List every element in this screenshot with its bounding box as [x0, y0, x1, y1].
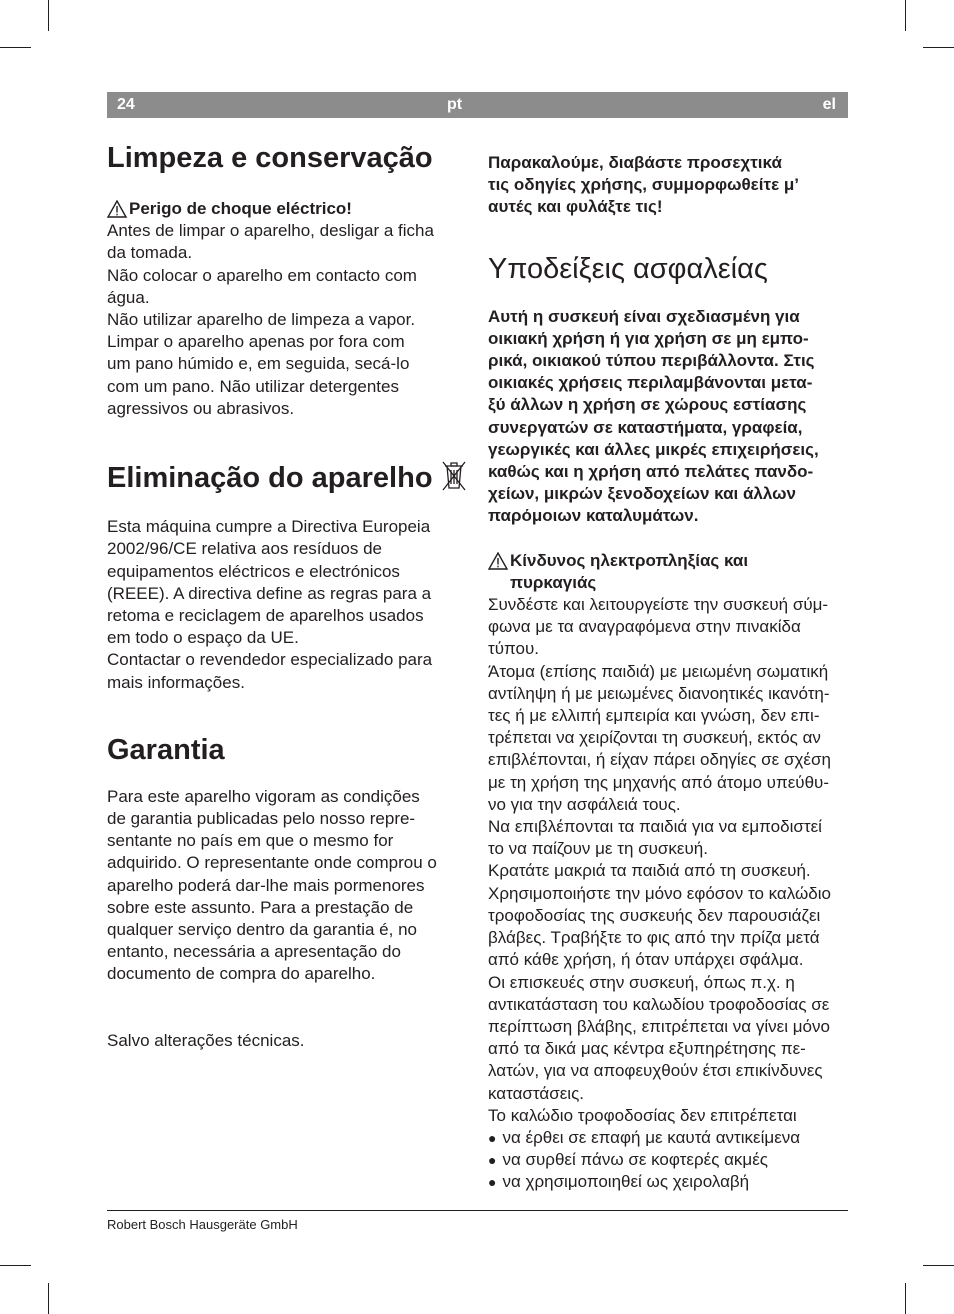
text-line: βλάβες. Τραβήξτε το φις από την πρίζα μετά: [488, 928, 820, 948]
text-line: από κάθε χρήση, ή όταν υπάρχει σφάλμα.: [488, 950, 804, 970]
text-line: um pano húmido e, em seguida, secá-lo: [107, 354, 410, 374]
text-line: από τα δικά μας κέντρα εξυπηρέτησης πε-: [488, 1039, 806, 1059]
text-line: γεωργικές και άλλες μικρές επιχειρήσεις,: [488, 439, 819, 459]
warning-text: Κίνδυνος ηλεκτροπληξίας και: [510, 550, 749, 570]
text-line: οικιακές χρήσεις περιλαμβάνονται μετα-: [488, 373, 813, 393]
text-line: mais informações.: [107, 672, 245, 692]
text-line: Esta máquina cumpre a Directiva Europeia: [107, 517, 431, 537]
text-line: ρικά, οικιακού τύπου περιβάλλοντα. Στις: [488, 351, 815, 371]
warning-text: Perigo de choque eléctrico!: [129, 199, 352, 218]
text-line: νο για την ασφάλειά τους.: [488, 794, 681, 814]
left-column: [107, 140, 467, 1052]
text-line: παρόμοιων καταλυμάτων.: [488, 506, 699, 526]
text-line: Não utilizar aparelho de limpeza a vapor.: [107, 310, 416, 330]
crop-mark: [923, 1265, 954, 1266]
text-line: em todo o espaço da UE.: [107, 628, 299, 648]
warranty-heading: Garantia: [107, 733, 225, 766]
crop-mark: [0, 47, 31, 48]
intended-use-paragraph: [488, 306, 850, 528]
text-line: retoma e reciclagem de aparelhos usados: [107, 606, 424, 626]
crop-mark: [905, 0, 906, 31]
text-line: agressivos ou abrasivos.: [107, 398, 295, 418]
text-line: sentante no país em que o mesmo for: [107, 831, 394, 851]
cleaning-heading: Limpeza e conservação: [107, 142, 433, 174]
list-item: ● να χρησιμοποιηθεί ως χειρολαβή: [488, 1171, 850, 1193]
text-line: λατών, για να αποφευχθούν έτσι επικίνδυνες: [488, 1061, 823, 1081]
warning-triangle-icon: [488, 550, 510, 570]
text-line: Το καλώδιο τροφοδοσίας δεν επιτρέπεται: [488, 1105, 797, 1125]
list-item: ● να συρθεί πάνω σε κοφτερές ακμές: [488, 1149, 850, 1171]
crossed-out-bin-icon: [441, 458, 467, 498]
text-line: τρέπεται να χειρίζονται τη συσκευή, εκτός αν: [488, 728, 821, 748]
crop-mark: [48, 0, 49, 31]
cable-bullet-list: [488, 1127, 850, 1194]
list-item: ● να έρθει σε επαφή με καυτά αντικείμενα: [488, 1127, 850, 1149]
text-line: καθώς και η χρήση από πελάτες πανδο-: [488, 462, 814, 482]
technical-changes-notice: Salvo alterações técnicas.: [107, 1030, 305, 1050]
text-line: de garantia publicadas pelo nosso repre-: [107, 809, 416, 829]
text-line: Antes de limpar o aparelho, desligar a ficha: [107, 221, 434, 241]
electric-shock-fire-warning: [488, 550, 850, 594]
text-line: τες ή με ελλιπή εμπειρία και γνώση, δεν επι-: [488, 706, 820, 726]
text-line: περίπτωση βλάβης, επιτρέπεται να γίνει μόνο: [488, 1016, 830, 1036]
text-line: το να παίζουν με τη συσκευή.: [488, 839, 708, 859]
text-line: Αυτή η συσκευή είναι σχεδιασμένη για: [488, 306, 800, 326]
safety-body: [488, 594, 850, 1127]
crop-mark: [48, 1283, 49, 1314]
crop-mark: [923, 47, 954, 48]
text-line: Παρακαλούμε, διαβάστε προσεχτικά: [488, 153, 782, 172]
text-line: Para este aparelho vigoram as condições: [107, 786, 420, 806]
text-line: Contactar o revendedor especializado para: [107, 650, 433, 670]
crop-mark: [905, 1283, 906, 1314]
text-line: qualquer serviço dentro da garantia é, no: [107, 920, 417, 940]
text-line: καταστάσεις.: [488, 1083, 584, 1103]
text-line: Limpar o aparelho apenas por fora com: [107, 332, 405, 352]
warning-text: πυρκαγιάς: [510, 572, 597, 592]
electric-shock-warning: [107, 198, 467, 220]
text-line: αντίληψη ή με μειωμένες διανοητικές ικανότη-: [488, 683, 830, 703]
text-line: Οι επισκευές στην συσκευή, όπως π.χ. η: [488, 972, 795, 992]
text-line: φωνα με τα αναγραφόμενα στην πινακίδα: [488, 617, 801, 637]
text-line: Χρησιμοποιήστε την μόνο εφόσον το καλώδιο: [488, 883, 831, 903]
text-line: (REEE). A directiva define as regras para a: [107, 583, 432, 603]
intro-paragraph: [488, 152, 850, 219]
text-line: adquirido. O representante onde comprou o: [107, 853, 437, 873]
language-label-el: el: [822, 96, 836, 113]
text-line: ξύ άλλων η χρήση σε χώρους εστίασης: [488, 395, 807, 415]
text-line: με τη χρήση της μηχανής από άτομο υπεύθυ-: [488, 772, 829, 792]
text-line: χείων, μικρών ξενοδοχείων και άλλων: [488, 484, 796, 504]
text-line: Άτομα (επίσης παιδιά) με μειωμένη σωματική: [488, 661, 829, 681]
text-line: αντικατάσταση του καλωδίου τροφοδοσίας σε: [488, 994, 830, 1014]
text-line: τροφοδοσίας της συσκευής δεν παρουσιάζει: [488, 905, 821, 925]
footer-rule: [107, 1210, 848, 1211]
text-line: οικιακή χρήση ή για χρήση σε μη εμπο-: [488, 328, 809, 348]
text-line: τις οδηγίες χρήσης, συμμορφωθείτε μ’: [488, 175, 799, 195]
page-header-bar: [107, 92, 848, 118]
text-line: Κρατάτε μακριά τα παιδιά από τη συσκευή.: [488, 861, 811, 881]
text-line: água.: [107, 287, 150, 307]
text-line: Não colocar o aparelho em contacto com: [107, 265, 417, 285]
warranty-paragraph: [107, 786, 467, 986]
text-line: da tomada.: [107, 243, 193, 263]
language-label-pt: pt: [447, 96, 463, 113]
page-number: 24: [117, 96, 135, 113]
disposal-paragraph: [107, 516, 467, 694]
text-line: aparelho poderá dar-lhe mais pormenores: [107, 875, 425, 895]
text-line: Να επιβλέπονται τα παιδιά για να εμποδιστεί: [488, 817, 822, 837]
text-line: επιβλέπονται, ή είχαν πάρει οδηγίες σε σχέση: [488, 750, 831, 770]
text-line: entanto, necessária a apresentação do: [107, 942, 401, 962]
text-line: com um pano. Não utilizar detergentes: [107, 376, 399, 396]
disposal-heading: Eliminação do aparelho: [107, 462, 433, 495]
text-line: equipamentos eléctricos e electrónicos: [107, 561, 400, 581]
text-line: Συνδέστε και λειτουργείστε την συσκευή σύμ-: [488, 595, 829, 615]
cleaning-paragraph: [107, 220, 467, 420]
warning-triangle-icon: [107, 198, 129, 218]
crop-mark: [0, 1265, 31, 1266]
text-line: τύπου.: [488, 639, 539, 659]
right-column: [488, 152, 850, 1194]
safety-heading: Υποδείξεις ασφαλείας: [488, 252, 768, 285]
text-line: 2002/96/CE relativa aos resíduos de: [107, 539, 383, 559]
text-line: αυτές και φυλάξτε τις!: [488, 197, 663, 217]
text-line: documento de compra do aparelho.: [107, 964, 376, 984]
text-line: συνεργατών σε καταστήματα, γραφεία,: [488, 417, 803, 437]
text-line: sobre este assunto. Para a prestação de: [107, 897, 414, 917]
footer-company: Robert Bosch Hausgeräte GmbH: [107, 1217, 298, 1232]
